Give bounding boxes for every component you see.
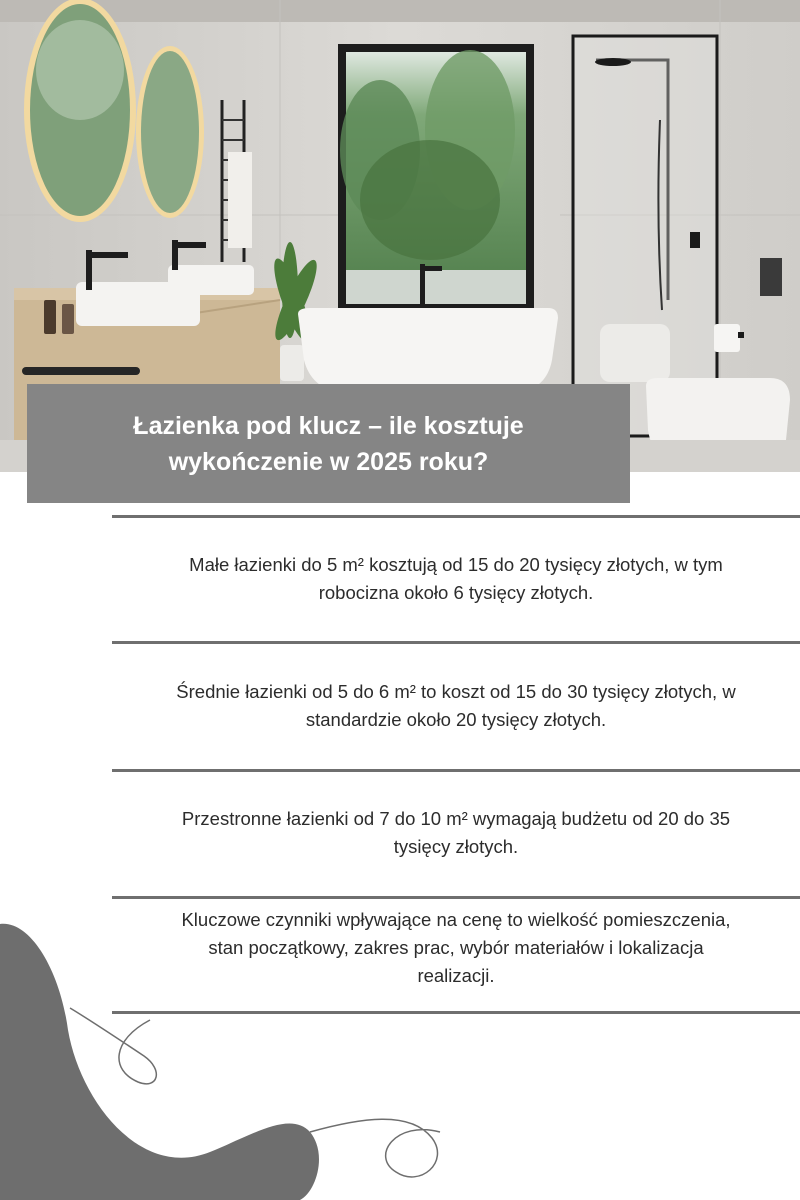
info-line: stan początkowy, zakres prac, wybór materiałów i lokalizacja	[208, 937, 704, 958]
page-title-line-1: Łazienka pod klucz – ile kosztuje	[133, 411, 524, 440]
divider	[112, 769, 800, 772]
info-line: Przestronne łazienki od 7 do 10 m² wymagają budżetu od 20 do 35	[181, 808, 731, 829]
info-price-factors	[112, 906, 800, 990]
info-line: Małe łazienki do 5 m² kosztują od 15 do 20 tysięcy złotych, w tym	[189, 554, 723, 575]
info-line: Kluczowe czynniki wpływające na cenę to wielkość pomieszczenia,	[181, 909, 731, 930]
divider	[112, 515, 800, 518]
page-title	[113, 408, 543, 480]
info-line: robocizna około 6 tysięcy złotych.	[318, 582, 594, 603]
info-small-bathrooms	[112, 551, 800, 607]
divider	[112, 641, 800, 644]
info-medium-bathrooms	[112, 678, 800, 734]
info-large-bathrooms	[112, 805, 800, 861]
info-line: realizacji.	[417, 965, 495, 986]
info-line: Średnie łazienki od 5 do 6 m² to koszt od 15 do 30 tysięcy złotych, w	[176, 681, 736, 702]
divider	[112, 1011, 800, 1014]
title-banner	[27, 384, 630, 503]
divider	[112, 896, 800, 899]
page-title-line-2: wykończenie w 2025 roku?	[168, 447, 489, 476]
info-line: standardzie około 20 tysięcy złotych.	[305, 709, 607, 730]
info-line: tysięcy złotych.	[393, 836, 519, 857]
